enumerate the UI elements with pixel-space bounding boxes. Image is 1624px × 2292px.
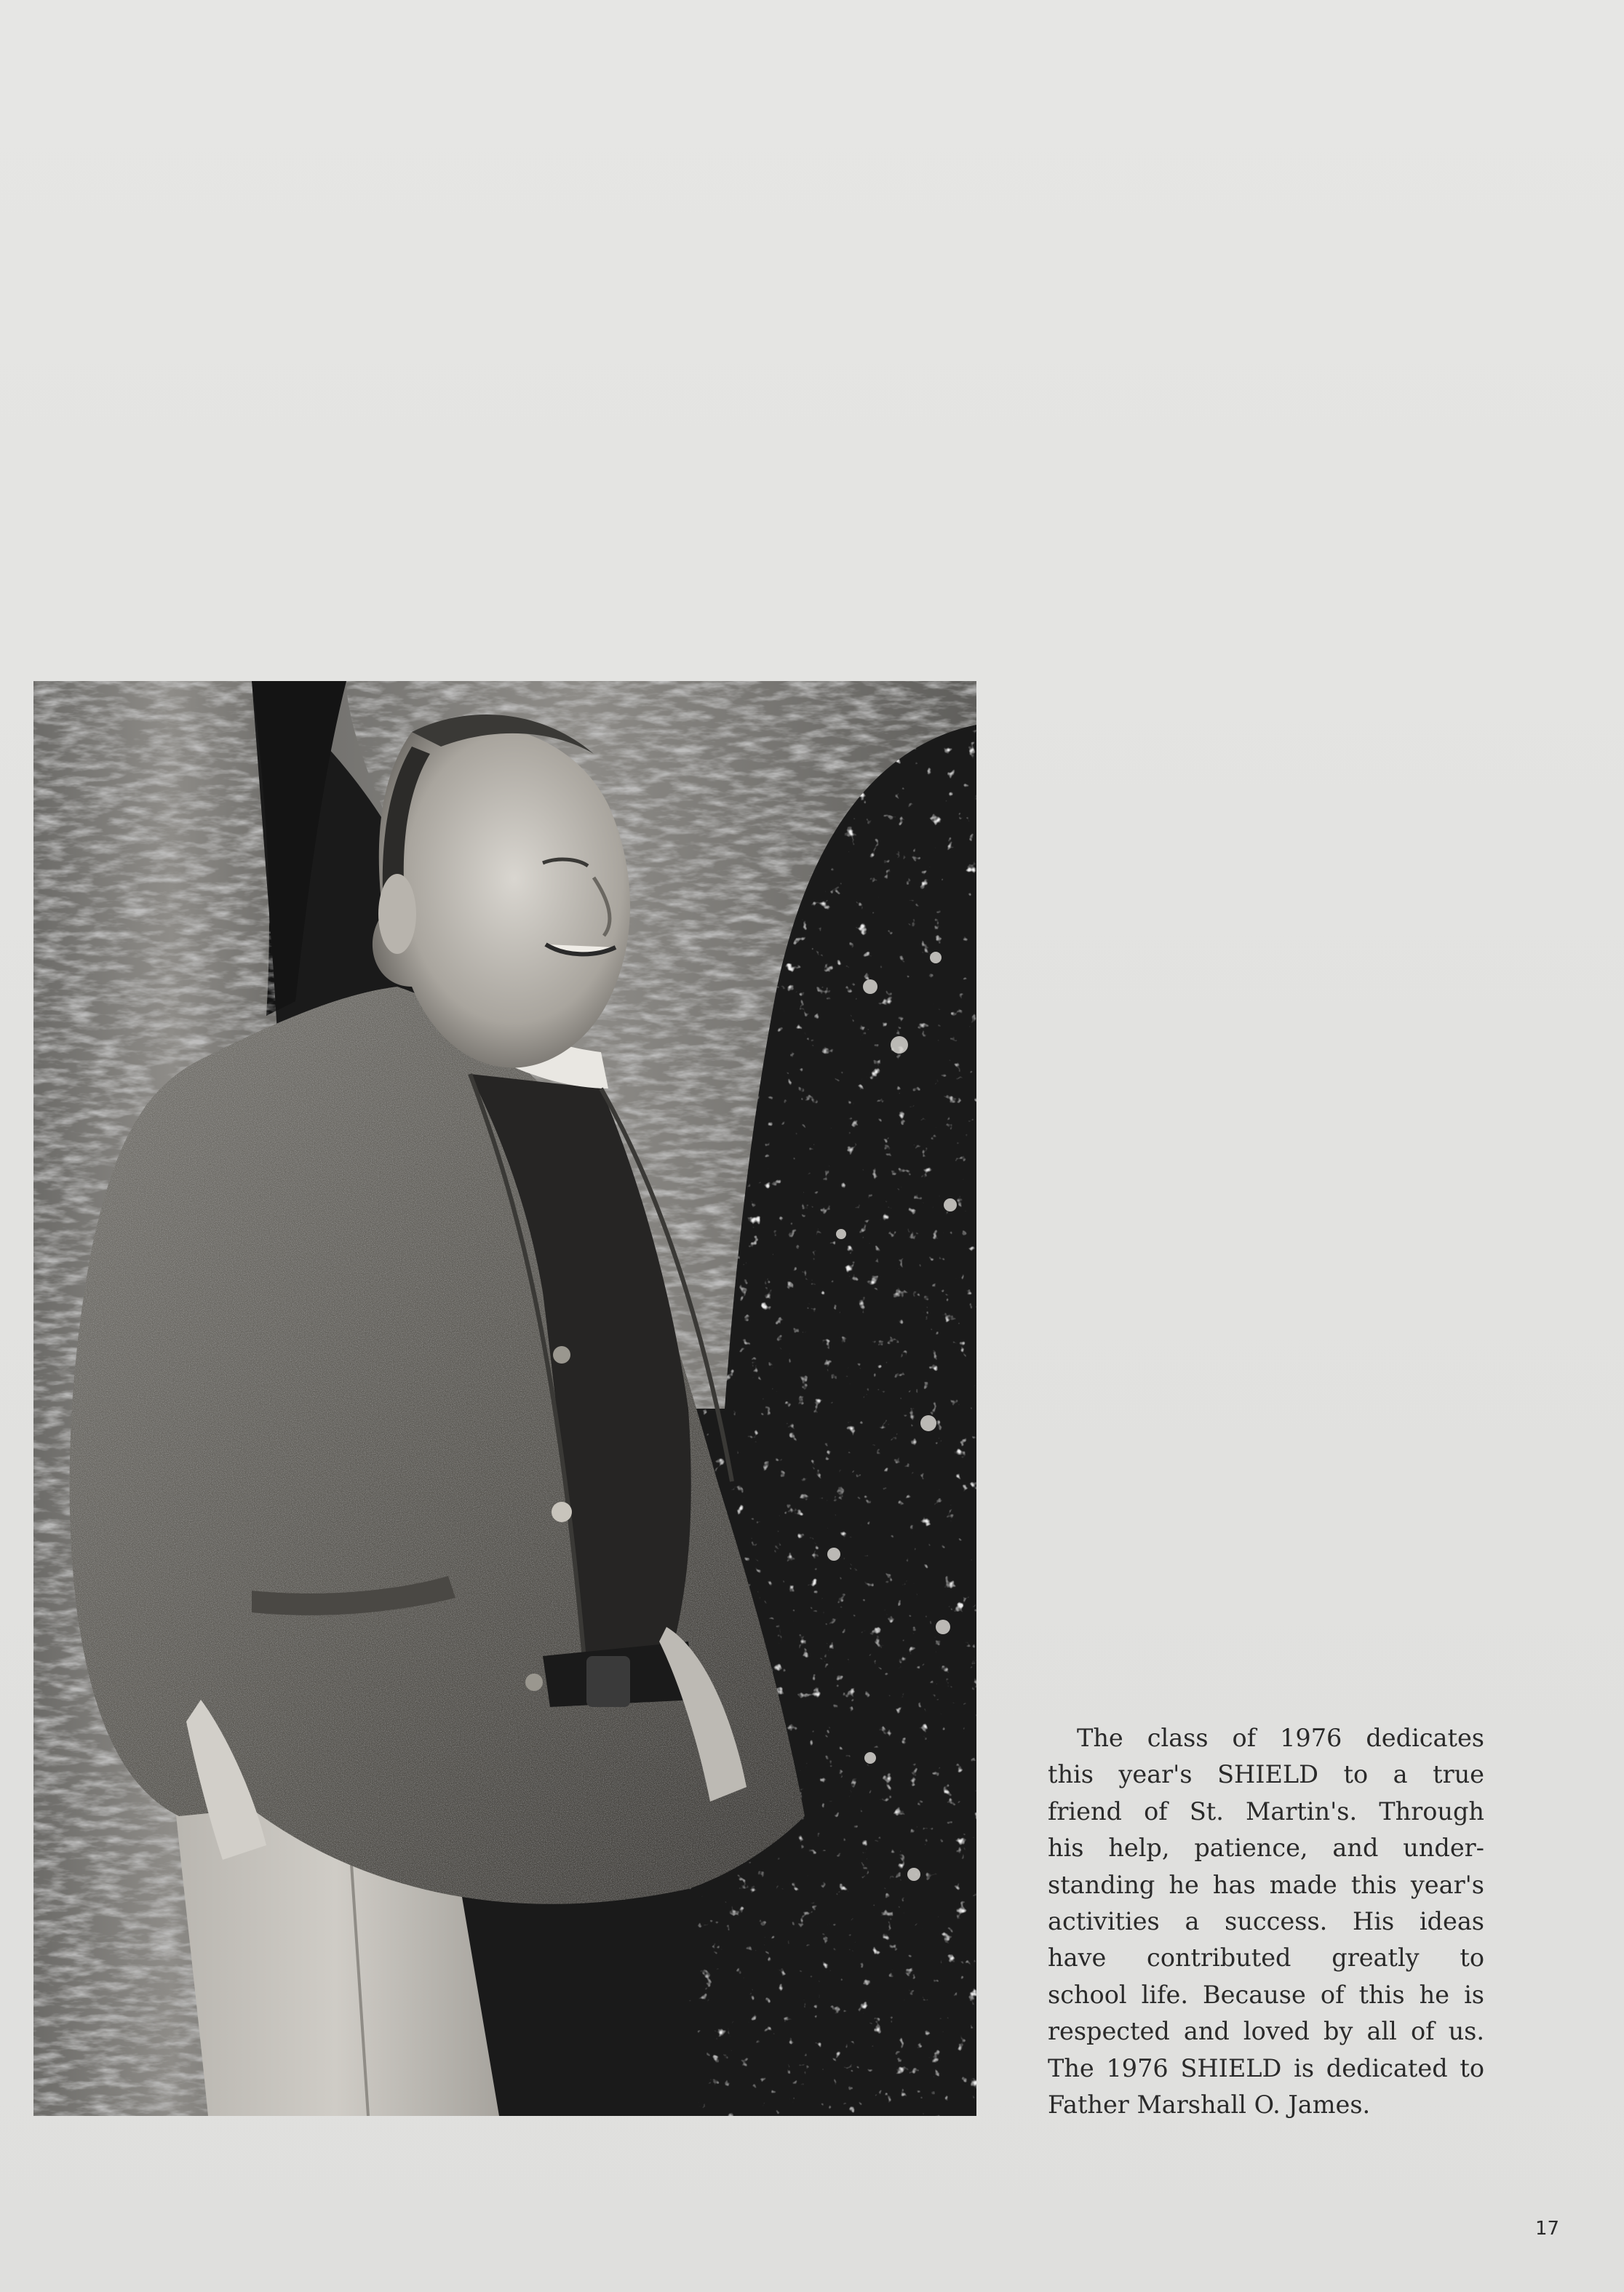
page-number: 17 [1535, 2218, 1560, 2240]
dedication-line: Father Marshall O. James. [1048, 2090, 1371, 2119]
dedication-line: The class of 1976 dedicates [1077, 1724, 1484, 1752]
dedication-line: friend of St. Martin's. Through [1048, 1796, 1484, 1826]
dedication-line: school life. Because of this he is [1048, 1980, 1484, 2009]
dedication-line: have contributed greatly to [1048, 1943, 1484, 1973]
dedication-line: this year's SHIELD to a true [1048, 1760, 1484, 1789]
dedication-line: his help, patience, and under- [1048, 1834, 1484, 1863]
dedication-line: activities a success. His ideas [1048, 1906, 1484, 1935]
dedication-photo [33, 681, 976, 2116]
photo-illustration [33, 681, 976, 2116]
dedication-line: The 1976 SHIELD is dedicated to [1048, 2053, 1484, 2082]
dedication-line: respected and loved by all of us. [1048, 2017, 1484, 2046]
dedication-text [1048, 1720, 1484, 2123]
dedication-line: standing he has made this year's [1048, 1870, 1484, 1899]
